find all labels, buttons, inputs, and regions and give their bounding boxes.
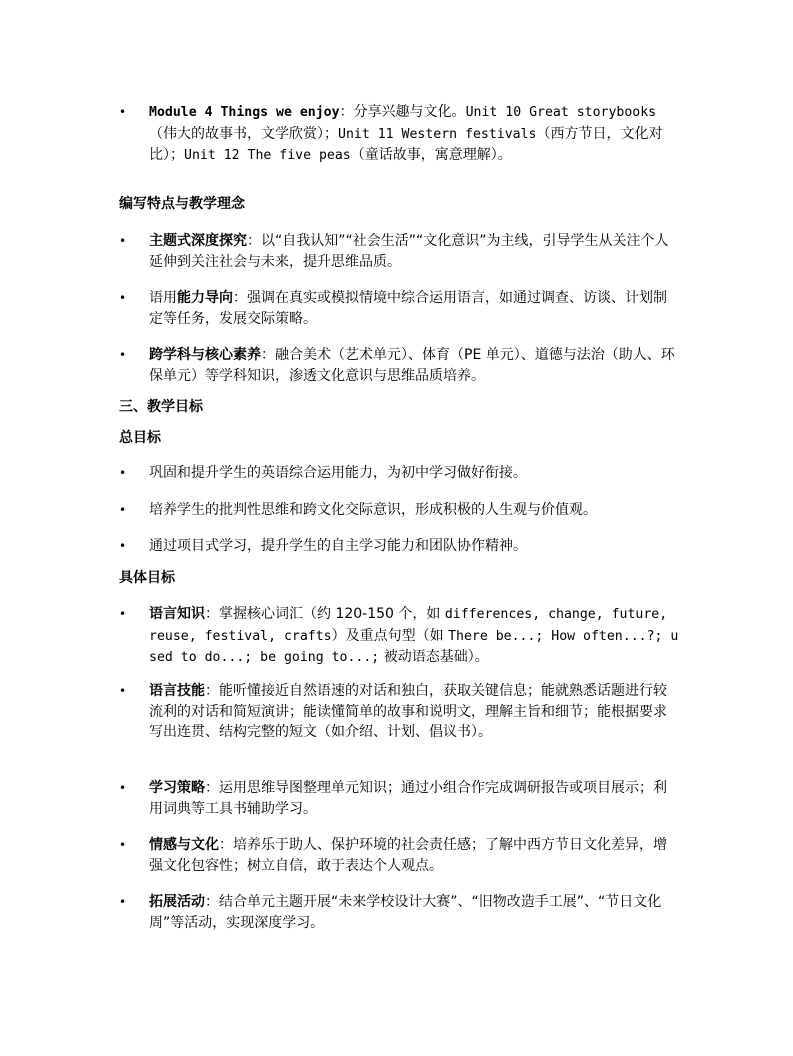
bullet-icon: •	[119, 607, 127, 621]
bullet-icon: •	[119, 895, 127, 909]
unit10-name: Unit 10 Great storybooks	[465, 105, 657, 120]
feature-label: 能力导向	[177, 290, 233, 306]
bullet-icon: •	[119, 105, 127, 119]
specific-label: 情感与文化	[149, 837, 219, 853]
unit11-desc: （西方节日，文化对比）；	[149, 125, 663, 163]
general-item-2	[119, 500, 679, 521]
feature-item-1	[119, 231, 679, 272]
bullet-icon: •	[119, 539, 127, 553]
specific-label: 语言技能	[149, 683, 205, 699]
unit10-desc: （伟大的故事书，文学欣赏）；	[149, 125, 338, 142]
general-item-1	[119, 463, 679, 484]
specific-item-extension	[119, 892, 679, 933]
module4-title: Module 4 Things we enjoy	[149, 105, 340, 120]
module4-intro: ：分享兴趣与文化。	[339, 104, 466, 120]
bullet-icon: •	[119, 781, 127, 795]
bullet-icon: •	[119, 503, 127, 517]
specific-text: ：培养乐于助人、保护环境的社会责任感；了解中西方节日文化差异，增强文化包容性；树立自信，敢于表达个人观点。	[149, 837, 667, 874]
feature-label-plain: 语用	[149, 290, 177, 306]
specific-text: 被动语态基础）。	[379, 649, 489, 665]
specific-text: ：能听懂接近自然语速的对话和独白，获取关键信息；能就熟悉话题进行较流利的对话和简短演讲；能读懂简单的故事和说明文，理解主旨和细节；能根据要求写出连贯、结构完整的短文（如介绍、计划、倡议书）。	[149, 683, 667, 740]
feature-label: 主题式深度探究	[149, 233, 247, 249]
sentence-patterns: There be...; How often...?; used to do...; be going to...;	[149, 628, 679, 665]
bullet-icon: •	[119, 348, 127, 362]
objectives-heading: 三、教学目标	[119, 399, 203, 415]
feature-text: ：强调在真实或模拟情境中综合运用语言，如通过调查、访谈、计划制定等任务，发展交际策略。	[149, 290, 667, 327]
general-item-text: 通过项目式学习，提升学生的自主学习能力和团队协作精神。	[149, 538, 527, 554]
unit12-name: Unit 12 The five peas	[184, 148, 351, 163]
specific-label: 学习策略	[149, 780, 205, 796]
bullet-icon: •	[119, 466, 127, 480]
general-item-text: 巩固和提升学生的英语综合运用能力，为初中学习做好衔接。	[149, 465, 527, 481]
bullet-icon: •	[119, 684, 127, 698]
general-item-text: 培养学生的批判性思维和跨文化交际意识，形成积极的人生观与价值观。	[149, 502, 597, 518]
module4-text	[149, 102, 679, 167]
specific-text: ）及重点句型（如	[331, 627, 449, 644]
bullet-icon: •	[119, 291, 127, 305]
general-item-3	[119, 536, 679, 557]
feature-item-3	[119, 345, 679, 386]
unit12-desc: （童话故事，寓意理解）。	[350, 147, 512, 163]
specific-text: ：结合单元主题开展“未来学校设计大赛”、“旧物改造手工展”、“节日文化周”等活动，实现深度学习。	[149, 894, 662, 931]
specific-label: 语言知识	[149, 606, 205, 622]
specific-objectives-heading: 具体目标	[119, 570, 175, 586]
specific-item-emotion-culture	[119, 835, 679, 876]
general-objectives-heading: 总目标	[119, 430, 161, 446]
bullet-icon: •	[119, 838, 127, 852]
specific-item-language-knowledge	[119, 604, 679, 669]
feature-label: 跨学科与核心素养	[149, 347, 261, 363]
module4-item	[119, 102, 679, 167]
bullet-icon: •	[119, 234, 127, 248]
specific-item-learning-strategies	[119, 778, 679, 819]
specific-text: ：掌握核心词汇（约 120-150 个，如	[205, 606, 445, 622]
features-heading: 编写特点与教学理念	[119, 196, 245, 212]
specific-item-language-skills	[119, 681, 679, 743]
feature-item-2	[119, 288, 679, 329]
unit11-name: Unit 11 Western festivals	[338, 126, 537, 142]
specific-text: ：运用思维导图整理单元知识；通过小组合作完成调研报告或项目展示；利用词典等工具书辅助学习。	[149, 780, 667, 817]
specific-label: 拓展活动	[149, 894, 205, 910]
core-words: differences, change, future, reuse, festival, crafts	[149, 607, 668, 644]
feature-text: ：融合美术（艺术单元）、体育（PE 单元）、道德与法治（助人、环保单元）等学科知识，渗透文化意识与思维品质培养。	[149, 347, 675, 384]
feature-text: ：以“自我认知”“社会生活”“文化意识”为主线，引导学生从关注个人延伸到关注社会与未来，提升思维品质。	[149, 233, 669, 270]
